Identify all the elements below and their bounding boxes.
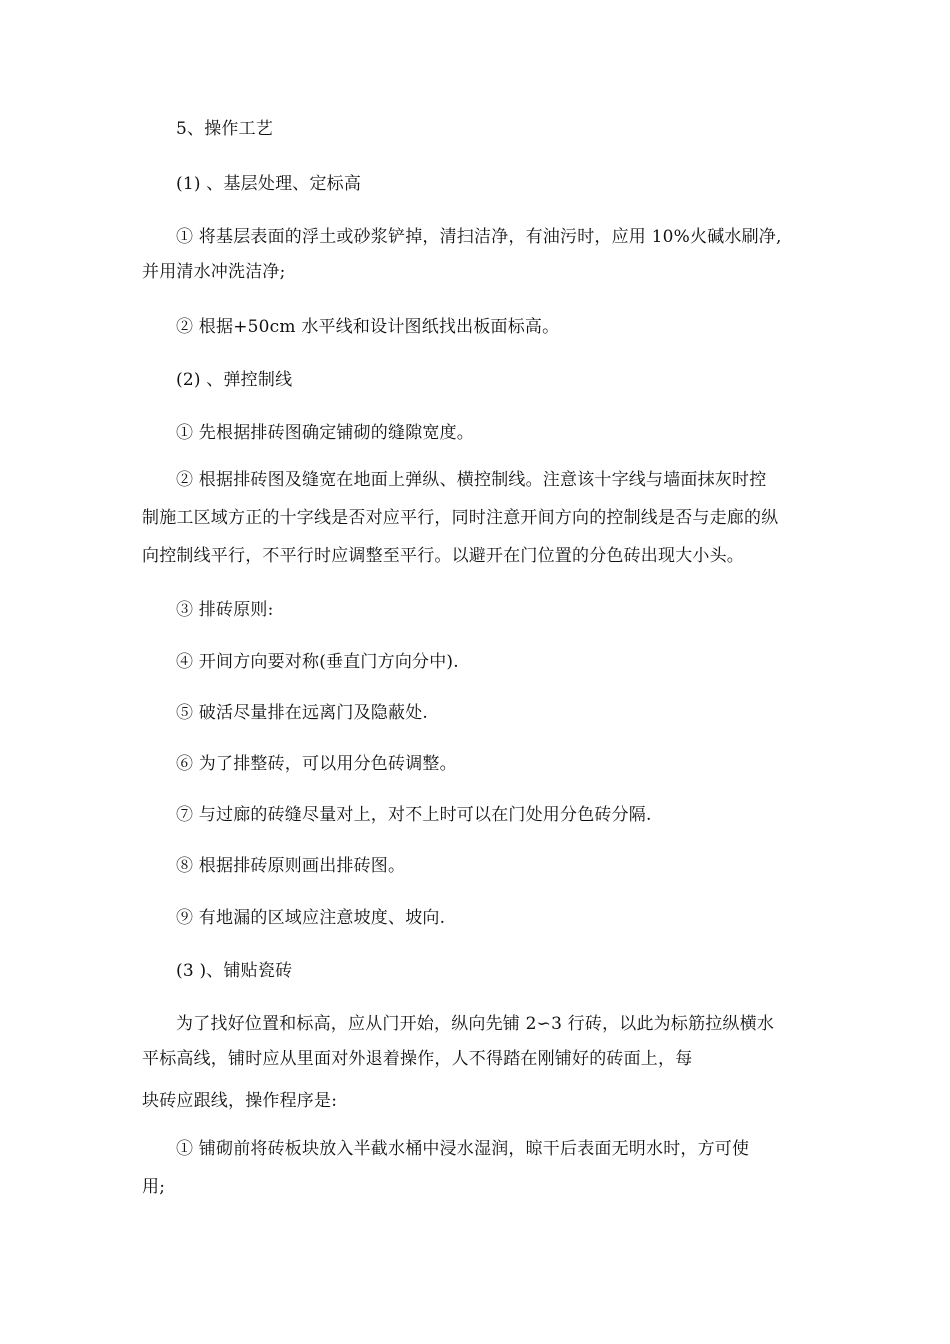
step3-para-line2: 平标高线，铺时应从里面对外退着操作，人不得踏在刚铺好的砖面上，每 bbox=[142, 1049, 693, 1069]
section-heading: 5、操作工艺 bbox=[176, 119, 274, 139]
step3-para-line1: 为了找好位置和标高，应从门开始，纵向先铺 2∽3 行砖，以此为标筋拉纵横水 bbox=[176, 1014, 775, 1034]
step2-item2-line2: 制施工区域方正的十字线是否对应平行，同时注意开间方向的控制线是否与走廊的纵 bbox=[142, 508, 779, 528]
step3-title: (3 )、铺贴瓷砖 bbox=[176, 961, 293, 981]
step2-item9: ⑨ 有地漏的区域应注意坡度、坡向. bbox=[176, 908, 446, 928]
step3-para-line3: 块砖应跟线，操作程序是: bbox=[142, 1091, 338, 1111]
step1-item1-line1: ① 将基层表面的浮土或砂浆铲掉，清扫洁净，有油污时，应用 10%火碱水刷净, bbox=[176, 227, 782, 247]
step3-item1-line2: 用; bbox=[142, 1177, 166, 1197]
step1-item2: ② 根据+50cm 水平线和设计图纸找出板面标高。 bbox=[176, 317, 560, 337]
step2-item4: ④ 开间方向要对称(垂直门方向分中). bbox=[176, 652, 459, 672]
step2-title: (2) 、弹控制线 bbox=[176, 370, 293, 390]
step2-item1: ① 先根据排砖图确定铺砌的缝隙宽度。 bbox=[176, 423, 475, 443]
step3-item1-line1: ① 铺砌前将砖板块放入半截水桶中浸水湿润，晾干后表面无明水时，方可使 bbox=[176, 1139, 750, 1159]
step2-item6: ⑥ 为了排整砖，可以用分色砖调整。 bbox=[176, 754, 457, 774]
step2-item8: ⑧ 根据排砖原则画出排砖图。 bbox=[176, 856, 406, 876]
step1-item1-line2: 并用清水冲洗洁净; bbox=[142, 262, 286, 282]
step2-item5: ⑤ 破活尽量排在远离门及隐蔽处. bbox=[176, 703, 429, 723]
step2-item3: ③ 排砖原则: bbox=[176, 600, 274, 620]
step2-item2-line1: ② 根据排砖图及缝宽在地面上弹纵、横控制线。注意该十字线与墙面抹灰时控 bbox=[176, 470, 767, 490]
step2-item2-line3: 向控制线平行，不平行时应调整至平行。以避开在门位置的分色砖出现大小头。 bbox=[142, 546, 744, 566]
step2-item7: ⑦ 与过廊的砖缝尽量对上，对不上时可以在门处用分色砖分隔. bbox=[176, 805, 652, 825]
step1-title: (1) 、基层处理、定标高 bbox=[176, 174, 362, 194]
